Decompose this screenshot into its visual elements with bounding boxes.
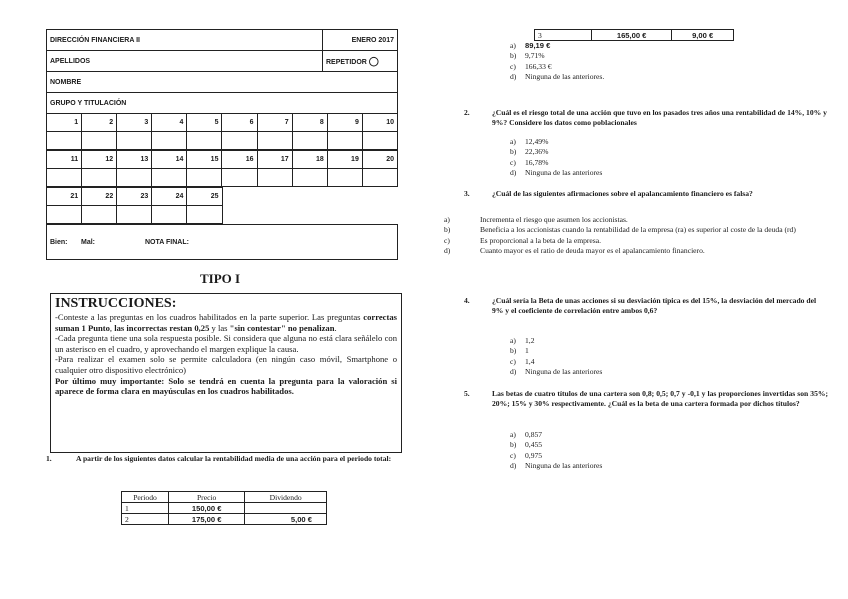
answer-number: 25 (187, 188, 222, 206)
score-box (46, 224, 398, 260)
instructions-p3: -Para realizar el examen solo se permite calculadora (en ningún caso móvil, Smartphone o cualquier otro dispositivo electrónico) (55, 354, 397, 375)
answer-number: 4 (152, 114, 187, 132)
option-item[interactable]: d) Cuanto mayor es el ratio de deuda mayor es el apalancamiento financiero. (444, 246, 705, 256)
question-2 (464, 108, 828, 129)
answer-box[interactable] (327, 132, 362, 150)
repeater-label: REPETIDOR (326, 58, 367, 66)
answer-box[interactable] (362, 169, 397, 187)
answer-number: 8 (292, 114, 327, 132)
question-3 (464, 189, 828, 199)
answer-number: 21 (47, 188, 82, 206)
option-item[interactable]: c) 166,33 € (510, 61, 552, 71)
option-item[interactable]: b) 0,455 (510, 440, 543, 450)
option-item[interactable]: a) 0,857 (510, 430, 543, 439)
instructions-p2: -Cada pregunta tiene una sola respuesta posible. Si considera que alguna no está clara señálelo con un asterisco en el cuadro, y aprovechando el margen explique la causa. (55, 333, 397, 354)
table-row (535, 30, 734, 41)
table-cell: 150,00 € (169, 503, 245, 514)
answer-box[interactable] (82, 169, 117, 187)
final-grade-label: NOTA FINAL: (145, 239, 189, 246)
option-item[interactable]: a) 1,2 (510, 336, 535, 345)
answer-number: 3 (117, 114, 152, 132)
table-cell (245, 503, 327, 514)
option-item[interactable]: b) 9,71% (510, 51, 545, 61)
option-item[interactable]: a) Incrementa el riesgo que asumen los accionistas. (444, 215, 628, 224)
q4-options (480, 336, 810, 378)
answer-grid-row-2 (46, 150, 398, 187)
answer-number: 22 (82, 188, 117, 206)
answer-box[interactable] (292, 169, 327, 187)
answer-number: 13 (117, 151, 152, 169)
table-cell: 9,00 € (672, 30, 734, 41)
answer-number: 12 (82, 151, 117, 169)
question-5 (464, 389, 828, 410)
answer-number: 1 (47, 114, 82, 132)
group-field[interactable]: GRUPO Y TITULACIÓN (47, 93, 398, 114)
answer-box[interactable] (187, 169, 222, 187)
col-header: Periodo (122, 492, 169, 503)
answer-box[interactable] (292, 132, 327, 150)
surname-field[interactable]: APELLIDOS (47, 51, 323, 72)
answer-number: 7 (257, 114, 292, 132)
answer-box[interactable] (82, 206, 117, 224)
answer-box[interactable] (187, 206, 222, 224)
name-field[interactable]: NOMBRE (47, 72, 398, 93)
q3-options (444, 215, 822, 257)
instructions-box (50, 293, 402, 453)
option-item[interactable]: d) Ninguna de las anteriores. (510, 72, 605, 82)
answer-box[interactable] (117, 169, 152, 187)
answer-number: 10 (362, 114, 397, 132)
repeater-cell[interactable] (323, 51, 398, 72)
repeater-radio[interactable]: ◯ (368, 55, 379, 66)
answer-box[interactable] (82, 132, 117, 150)
table-cell: 165,00 € (592, 30, 672, 41)
exam-type-title: TIPO I (200, 271, 241, 286)
answer-number: 9 (327, 114, 362, 132)
question-number: 5. (464, 389, 470, 398)
question-text: A partir de los siguientes datos calcular la rentabilidad media de una acción para el periodo total: (76, 454, 392, 463)
date-cell: ENERO 2017 (323, 30, 398, 51)
answer-box[interactable] (47, 206, 82, 224)
answer-box[interactable] (362, 132, 397, 150)
answer-box[interactable] (222, 169, 257, 187)
question-text: ¿Cuál de las siguientes afirmaciones sobre el apalancamiento financiero es falsa? (492, 189, 753, 198)
q5-options (480, 430, 810, 472)
col-header: Dividendo (245, 492, 327, 503)
answer-box[interactable] (47, 132, 82, 150)
answer-box[interactable] (222, 132, 257, 150)
question-text: ¿Cuál es el riesgo total de una acción que tuvo en los pasados tres años una rentabilidad de 14%, 10% y 9%? Considere los datos como poblacionales (492, 108, 827, 128)
answer-grid-row-1 (46, 113, 398, 150)
option-item[interactable]: c) 0,975 (510, 450, 543, 460)
table-cell: 175,00 € (169, 514, 245, 525)
answer-box[interactable] (117, 206, 152, 224)
question-text: ¿Cuál sería la Beta de unas acciones si su desviación típica es del 15%, la desviación del mercado del 9% y el coeficiente de correlación entre ambos 0,6? (492, 296, 817, 316)
q2-options (480, 137, 810, 179)
table-cell: 3 (535, 30, 592, 41)
answer-grid-row-3 (46, 187, 398, 224)
option-item[interactable]: a) 12,49% (510, 137, 549, 146)
instructions-p4: Por último muy importante: Solo se tendrá en cuenta la pregunta para la valoración si aparece de forma clara en mayúsculas en los cuadros habilitados. (55, 375, 397, 397)
answer-box[interactable] (152, 132, 187, 150)
question-number: 1. (46, 454, 52, 463)
question-number: 4. (464, 296, 470, 305)
option-item[interactable]: c) Es proporcional a la beta de la empresa. (444, 235, 602, 245)
instructions-title: INSTRUCCIONES: (55, 296, 177, 311)
instructions-p1: -Conteste a las preguntas en los cuadros habilitados en la parte superior. Las preguntas correctas suman 1 Punto, las incorrectas restan 0,25 y las "sin contestar" no penalizan. (55, 312, 397, 333)
question-text: Las betas de cuatro títulos de una cartera son 0,8; 0,5; 0,7 y -0,1 y las proporciones invertidas son 35%; 20%; 15% y 30% respectivamente. ¿Cuál es la beta de una cartera formada por dichos títulos? (492, 389, 828, 409)
answer-number: 6 (222, 114, 257, 132)
subject-cell: DIRECCIÓN FINANCIERA II (47, 30, 323, 51)
exam-header (46, 29, 398, 113)
option-item[interactable]: b) 22,36% (510, 147, 549, 157)
option-item[interactable]: b) 1 (510, 346, 529, 356)
option-item[interactable]: d) Ninguna de las anteriores (510, 461, 603, 471)
answer-number: 14 (152, 151, 187, 169)
table-row (122, 503, 327, 514)
answer-box[interactable] (257, 169, 292, 187)
option-item[interactable]: b) Beneficia a los accionistas cuando la rentabilidad de la empresa (ra) es superior al coste de la deuda (rd) (444, 225, 796, 235)
good-label: Bien: (50, 239, 68, 246)
option-item[interactable]: c) 16,78% (510, 157, 549, 167)
answer-box[interactable] (117, 132, 152, 150)
answer-number: 24 (152, 188, 187, 206)
answer-number: 23 (117, 188, 152, 206)
question-number: 3. (464, 189, 470, 198)
answer-number: 16 (222, 151, 257, 169)
option-item[interactable]: d) Ninguna de las anteriores (510, 168, 603, 178)
answer-box[interactable] (327, 169, 362, 187)
q1-data-table-continued (534, 29, 734, 41)
table-row (122, 514, 327, 525)
table-cell: 1 (122, 503, 169, 514)
answer-number: 20 (362, 151, 397, 169)
option-item[interactable]: a) 89,19 € (510, 41, 551, 50)
answer-number: 18 (292, 151, 327, 169)
table-cell: 5,00 € (245, 514, 327, 525)
option-item[interactable]: c) 1,4 (510, 356, 535, 366)
bad-label: Mal: (81, 239, 95, 246)
answer-number: 19 (327, 151, 362, 169)
col-header: Precio (169, 492, 245, 503)
answer-number: 17 (257, 151, 292, 169)
question-4 (464, 296, 828, 317)
question-1 (46, 454, 402, 464)
option-item[interactable]: d) Ninguna de las anteriores (510, 367, 603, 377)
answer-box[interactable] (152, 206, 187, 224)
answer-number: 5 (187, 114, 222, 132)
q1-options (480, 41, 820, 83)
table-cell: 2 (122, 514, 169, 525)
answer-box[interactable] (152, 169, 187, 187)
question-number: 2. (464, 108, 470, 117)
answer-number: 11 (47, 151, 82, 169)
answer-box[interactable] (257, 132, 292, 150)
answer-box[interactable] (47, 169, 82, 187)
q1-data-table (121, 491, 327, 525)
answer-number: 15 (187, 151, 222, 169)
answer-box[interactable] (187, 132, 222, 150)
answer-number: 2 (82, 114, 117, 132)
